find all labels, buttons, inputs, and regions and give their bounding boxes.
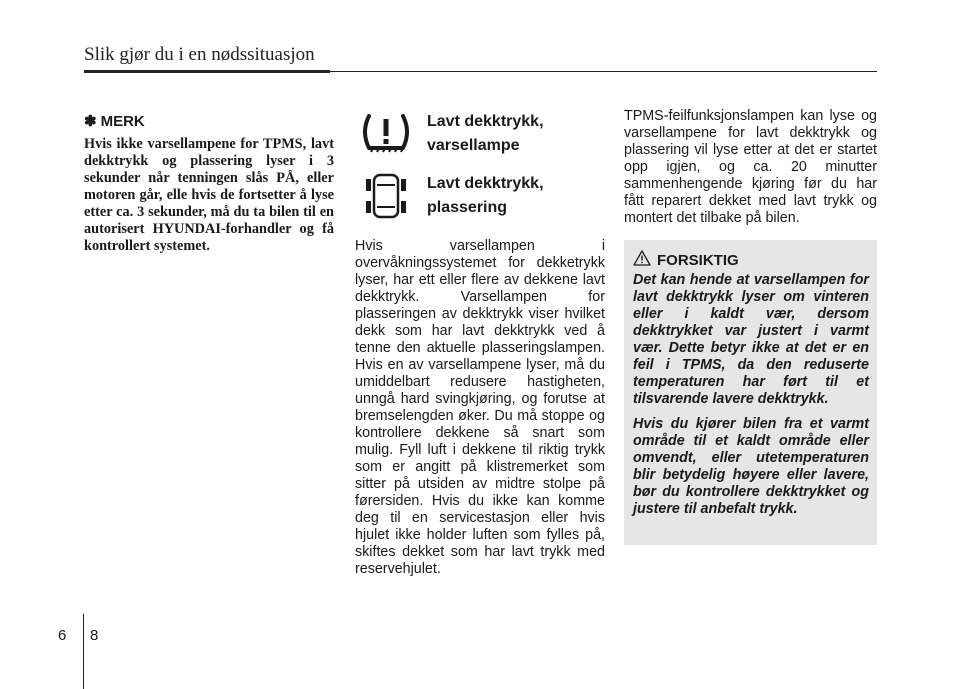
tire-pressure-warning-icon xyxy=(355,108,417,160)
page-header-title: Slik gjør du i en nødssituasjon xyxy=(84,44,315,65)
main-body-text: Hvis varsellampen i overvåkningssystemet for dekketrykk lyser, har ett eller flere av dekkene lavt dekktrykk. Varsellampen for plasseringen av dekktrykk viser hvilket dekk som har lavt dekktrykk ved å tenne den aktuelle plasseringslampen. Hvis en av varsellampene lyser, må du umiddelbart redusere hastigheten, unngå hard svingkjøring, og forutse at bremselengden øker. Du må stoppe og kontrollere dekkene så snart som mulig. Fyll luft i dekkene til riktig trykk som er angitt på klistremerket som sitter på utsiden av midtre stolpe på førersiden. Hvis du ikke kan komme deg til en servicestasjon eller hvis hjulet ikke holder luften som fylles på, skiftes dekket som har lavt trykk med reservehjulet. xyxy=(355,238,605,577)
indicator-section xyxy=(355,108,605,578)
caution-heading-label: FORSIKTIG xyxy=(657,251,739,269)
caution-box xyxy=(624,240,877,545)
warning-triangle-icon xyxy=(633,250,651,270)
page-number: 8 xyxy=(90,627,99,644)
header-rule-thick xyxy=(84,70,330,73)
caution-heading xyxy=(633,250,869,270)
note-body: Hvis ikke varsellampene for TPMS, lavt dekktrykk og plassering lyser i 3 sekunder når tenningen slås PÅ, eller motoren går, elle hvis de fortsetter å lyse etter ca. 3 sekunder, må du ta bilen til en autorisert HYUNDAI-forhandler og få kontrollert systemet. xyxy=(84,136,334,254)
page-divider xyxy=(83,614,84,689)
right-body-text: TPMS-feilfunksjonslampen kan lyse og varsellampene for lavt dekktrykk og plassering vil lyse etter at det er startet opp igjen, og ca. 20 minutter sammenhengende kjøring før du har fått reparert dekket med lavt trykk og montert det tilbake på bilen. xyxy=(624,108,877,226)
indicator-warning-title-line2: varsellampe xyxy=(427,137,520,154)
indicator-position-row xyxy=(355,170,605,232)
indicator-warning-title xyxy=(427,108,544,158)
indicator-warning-row xyxy=(355,108,605,170)
caution-paragraph-2: Hvis du kjører bilen fra et varmt område til et kaldt område eller omvendt, eller utetemperaturen blir betydelig høyere eller lavere, bør du kontrollere dekktrykket og justere til anbefalt trykk. xyxy=(633,416,869,517)
indicator-position-title xyxy=(427,170,544,220)
page-chapter-number: 6 xyxy=(58,627,67,644)
header-rule-thin xyxy=(330,71,877,72)
note-heading xyxy=(84,112,334,130)
right-section xyxy=(624,108,877,227)
indicator-position-title-line1: Lavt dekktrykk, xyxy=(427,175,544,192)
caution-paragraph-1: Det kan hende at varsellampen for lavt dekktrykk lyser om vinteren eller i kaldt vær, dersom dekktrykket var justert i varmt vær. Dette betyr ikke at det er en feil i TPMS, da den reduserte temperaturen har ført til et tilsvarende lavere dekktrykk. xyxy=(633,272,869,407)
indicator-warning-title-line1: Lavt dekktrykk, xyxy=(427,113,544,130)
note-heading-label: MERK xyxy=(100,112,145,130)
indicator-position-title-line2: plassering xyxy=(427,199,508,216)
note-section xyxy=(84,112,334,255)
asterisk-icon: ✽ xyxy=(84,113,97,130)
tire-position-icon xyxy=(355,170,417,222)
